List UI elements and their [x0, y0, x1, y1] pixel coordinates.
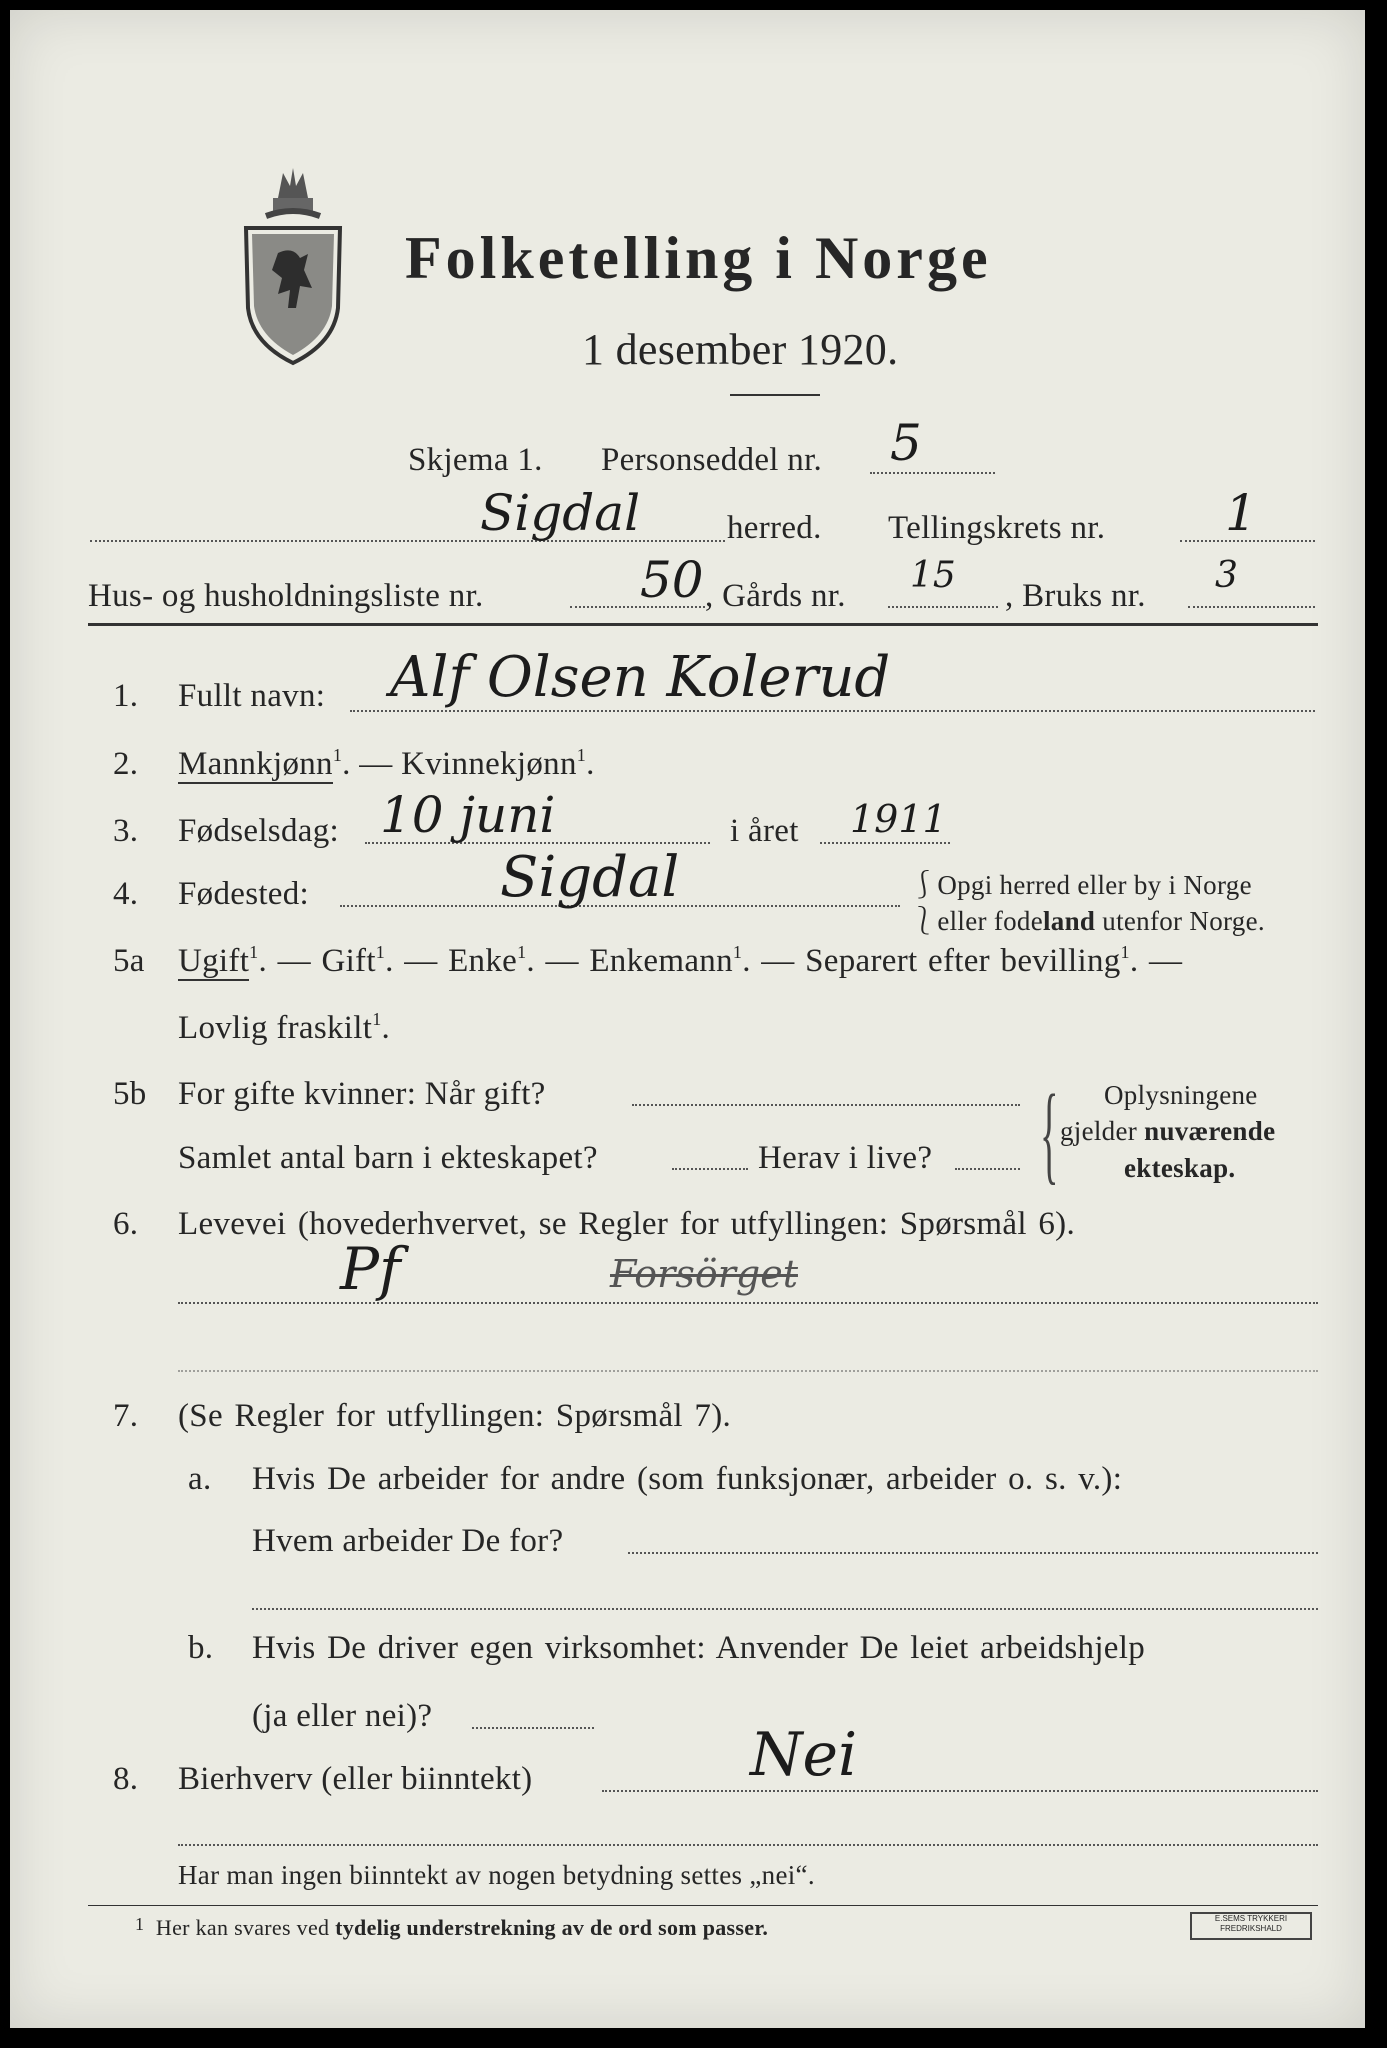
option-mannkjonn: Mannkjønn: [178, 746, 333, 782]
q4-label: Fødested:: [178, 876, 310, 912]
q8-label: Bierhverv (eller biinntekt): [178, 1761, 533, 1797]
personseddel-label: Personseddel nr.: [601, 442, 823, 478]
bruks-value: 3: [1215, 555, 1238, 596]
form-date: 1 desember 1920.: [582, 325, 899, 374]
option-kvinnekjonn: Kvinnekjønn: [401, 746, 577, 782]
coat-of-arms-icon: [238, 158, 348, 368]
gards-line: [888, 606, 998, 608]
printer-stamp: E.SEMS TRYKKERI FREDRIKSHALD: [1190, 1912, 1312, 1940]
q1-line: [350, 710, 1315, 712]
bruks-line: [1188, 606, 1315, 608]
footer-divider: [88, 1905, 1318, 1906]
header-divider: [88, 623, 1318, 626]
option-ugift: Ugift: [178, 943, 250, 979]
q8-line-2: [178, 1844, 1318, 1846]
q7-number: 7.: [113, 1398, 139, 1434]
q4-value: Sigdal: [500, 845, 680, 910]
q6-label: Levevei (hovederhvervet, se Regler for utfyllingen: Spørsmål 6).: [178, 1206, 1076, 1242]
q5b-label-1: For gifte kvinner: Når gift?: [178, 1076, 546, 1112]
q5b-line-2: [672, 1168, 748, 1170]
q7-label: (Se Regler for utfyllingen: Spørsmål 7).: [178, 1398, 732, 1434]
q4-note-1: ⎰Opgi herred eller by i Norge: [910, 870, 1252, 900]
q5b-number: 5b: [113, 1076, 147, 1112]
q7b-question: (ja eller nei)?: [252, 1698, 433, 1734]
q5a-number: 5a: [113, 943, 145, 979]
q5b-label-2: Samlet antal barn i ekteskapet?: [178, 1140, 598, 1176]
q1-value: Alf Olsen Kolerud: [390, 645, 891, 710]
q7b-text: Hvis De driver egen virksomhet: Anvender De leiet arbeidshjelp: [252, 1630, 1146, 1666]
q7b-letter: b.: [188, 1630, 214, 1666]
q7a-text: Hvis De arbeider for andre (som funksjonær, arbeider o. s. v.):: [252, 1461, 1123, 1497]
q5b-note-2: gjelder nuværende: [1060, 1116, 1276, 1146]
q3-year-line: [820, 842, 950, 844]
q1-label: Fullt navn:: [178, 678, 326, 714]
q6-value: Pf: [340, 1235, 401, 1303]
census-form: [10, 10, 1365, 2028]
q8-value: Nei: [750, 1720, 858, 1790]
footnote: $^1$ Her kan svares ved tydelig understrekning av de ord som passer.: [135, 1914, 769, 1940]
q5a-options: Ugift$^1$. — Gift$^1$. — Enke$^1$. — Enkemann$^1$. — Separert efter bevilling$^1$. —: [178, 942, 1183, 979]
q7b-line: [472, 1727, 594, 1729]
q4-note-2: ⎱eller fodeland utenfor Norge.: [910, 906, 1265, 936]
q5a-line2: Lovlig fraskilt$^1$.: [178, 1009, 391, 1046]
title-divider: [730, 394, 820, 396]
q2-number: 2.: [113, 746, 139, 782]
herred-label: herred.: [727, 510, 822, 546]
q5b-brace: {: [1040, 1072, 1059, 1194]
q6-number: 6.: [113, 1206, 139, 1242]
gards-value: 15: [910, 555, 956, 596]
q6-line-2: [178, 1370, 1318, 1372]
husliste-value: 50: [640, 551, 704, 609]
biinntekt-note: Har man ingen biinntekt av nogen betydning settes „nei“.: [178, 1860, 815, 1890]
tellingskrets-label: Tellingskrets nr.: [888, 510, 1106, 546]
q7a-line: [628, 1552, 1318, 1554]
q7a-question: Hvem arbeider De for?: [252, 1523, 564, 1559]
q3-label: Fødselsdag:: [178, 813, 339, 849]
q3-year-value: 1911: [850, 797, 947, 841]
q6-struck-value: Forsörget: [610, 1252, 798, 1296]
form-title: Folketelling i Norge: [405, 225, 992, 291]
option-fraskilt: Lovlig fraskilt: [178, 1010, 373, 1046]
q5b-line-3: [955, 1168, 1020, 1170]
q5b-note-3: ekteskap.: [1124, 1153, 1236, 1183]
q3-year-label: i året: [730, 813, 799, 849]
option-enke: Enke: [448, 943, 518, 979]
herred-value: Sigdal: [480, 484, 641, 542]
option-enkemann: Enkemann: [589, 943, 733, 979]
q7a-line-2: [252, 1608, 1318, 1610]
q2-options: Mannkjønn$^1$. — Kvinnekjønn$^1$.: [178, 745, 595, 782]
q7a-letter: a.: [188, 1461, 212, 1497]
personseddel-value: 5: [890, 414, 922, 472]
q5b-line-1: [632, 1104, 1020, 1106]
option-separert: Separert efter bevilling: [805, 943, 1121, 979]
q3-number: 3.: [113, 813, 139, 849]
skjema-label: Skjema 1.: [408, 442, 543, 478]
q8-line: [602, 1790, 1318, 1792]
q5b-note-1: Oplysningene: [1104, 1080, 1258, 1110]
q1-number: 1.: [113, 678, 139, 714]
bruks-label: , Bruks nr.: [1005, 578, 1146, 614]
tellingskrets-value: 1: [1225, 484, 1257, 542]
option-gift: Gift: [321, 943, 376, 979]
husliste-label: Hus- og husholdningsliste nr.: [88, 578, 484, 614]
q4-number: 4.: [113, 876, 139, 912]
personseddel-line: [870, 472, 995, 474]
q3-value: 10 juni: [380, 786, 556, 844]
q8-number: 8.: [113, 1761, 139, 1797]
q5b-label-3: Herav i live?: [758, 1140, 933, 1176]
gards-label: , Gårds nr.: [705, 578, 846, 614]
